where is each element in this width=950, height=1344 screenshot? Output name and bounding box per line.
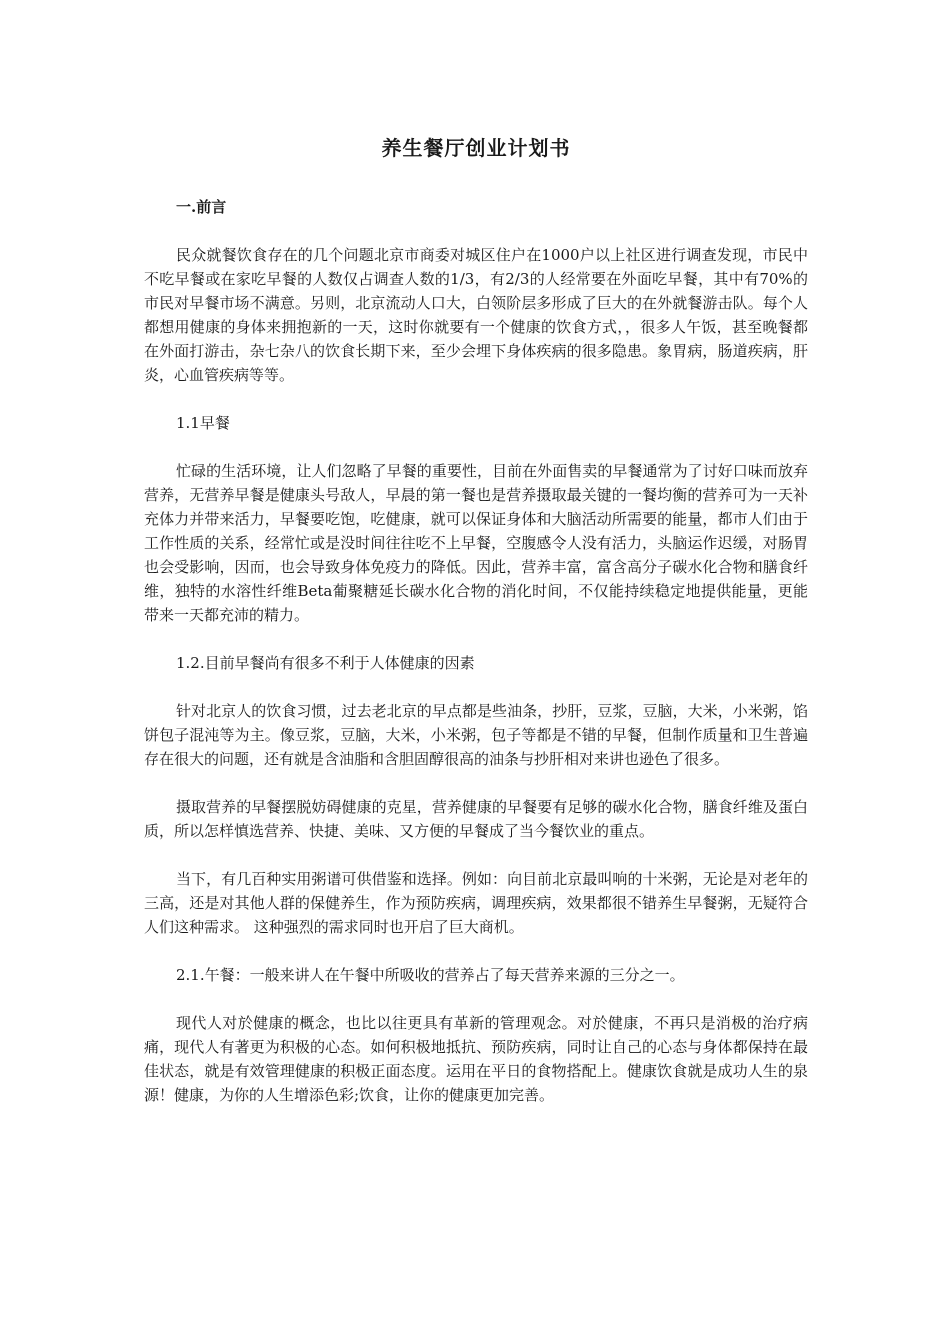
paragraph-dining-issues: 民众就餐饮食存在的几个问题北京市商委对城区住户在1000户以上社区进行调查发现，市民中不吃早餐或在家吃早餐的人数仅占调查人数的1/3，有2/3的人经常要在外面吃早餐，其中有70%的市民对早餐市场不满意。另则，北京流动人口大，白领阶层多形成了巨大的在外就餐游击队。每个人都想用健康的身体来拥抱新的一天，这时你就要有一个健康的饮食方式，，很多人午饭，甚至晚餐都在外面打游击，杂七杂八的饮食长期下来，至少会埋下身体疾病的很多隐患。象胃病，肠道疾病，肝炎，心血管疾病等等。 <box>144 246 808 384</box>
section-heading-breakfast-factors: 1.2.目前早餐尚有很多不利于人体健康的因素 <box>176 654 475 672</box>
paragraph-porridge: 当下，有几百种实用粥谱可供借鉴和选择。例如：向目前北京最叫响的十米粥，无论是对老年的三高，还是对其他人群的保健养生，作为预防疾病，调理疾病，效果都很不错养生早餐粥，无疑符合人们这种需求。 这种强烈的需求同时也开启了巨大商机。 <box>144 870 808 936</box>
section-heading-lunch: 2.1.午餐：一般来讲人在午餐中所吸收的营养占了每天营养来源的三分之一。 <box>176 966 685 984</box>
section-heading-preface: 一.前言 <box>176 198 227 216</box>
paragraph-beijing-habits: 针对北京人的饮食习惯，过去老北京的早点都是些油条，抄肝，豆浆，豆脑，大米，小米粥，馅饼包子混沌等为主。像豆浆，豆脑，大米，小米粥，包子等都是不错的早餐，但制作质量和卫生普遍存在很大的问题，还有就是含油脂和含胆固醇很高的油条与抄肝相对来讲也逊色了很多。 <box>144 702 808 768</box>
paragraph-breakfast: 忙碌的生活环境，让人们忽略了早餐的重要性，目前在外面售卖的早餐通常为了讨好口味而放弃营养，无营养早餐是健康头号敌人，早晨的第一餐也是营养摄取最关键的一餐均衡的营养可为一天补充体力并带来活力，早餐要吃饱，吃健康，就可以保证身体和大脑活动所需要的能量，都市人们由于工作性质的关系，经常忙或是没时间往往吃不上早餐，空腹感令人没有活力，头脑运作迟缓，对肠胃也会受影响，因而，也会导致身体免疫力的降低。因此，营养丰富，富含高分子碳水化合物和膳食纤维，独特的水溶性纤维Beta葡聚糖延长碳水化合物的消化时间，不仅能持续稳定地提供能量，更能带来一天都充沛的精力。 <box>144 462 808 624</box>
document-title: 养生餐厅创业计划书 <box>381 136 571 160</box>
paragraph-nutrition: 摄取营养的早餐摆脱妨碍健康的克星，营养健康的早餐要有足够的碳水化合物，膳食纤维及蛋白质，所以怎样慎选营养、快捷、美味、又方便的早餐成了当今餐饮业的重点。 <box>144 798 808 840</box>
paragraph-health-concept: 现代人对於健康的概念，也比以往更具有革新的管理观念。对於健康，不再只是消极的治疗病痛，现代人有著更为积极的心态。如何积极地抵抗、预防疾病，同时让自己的心态与身体都保持在最佳状态，就是有效管理健康的积极正面态度。运用在平日的食物搭配上。健康饮食就是成功人生的泉源！健康，为你的人生增添色彩;饮食，让你的健康更加完善。 <box>144 1014 808 1104</box>
document-page <box>144 132 808 1131</box>
section-heading-breakfast: 1.1早餐 <box>176 414 230 432</box>
